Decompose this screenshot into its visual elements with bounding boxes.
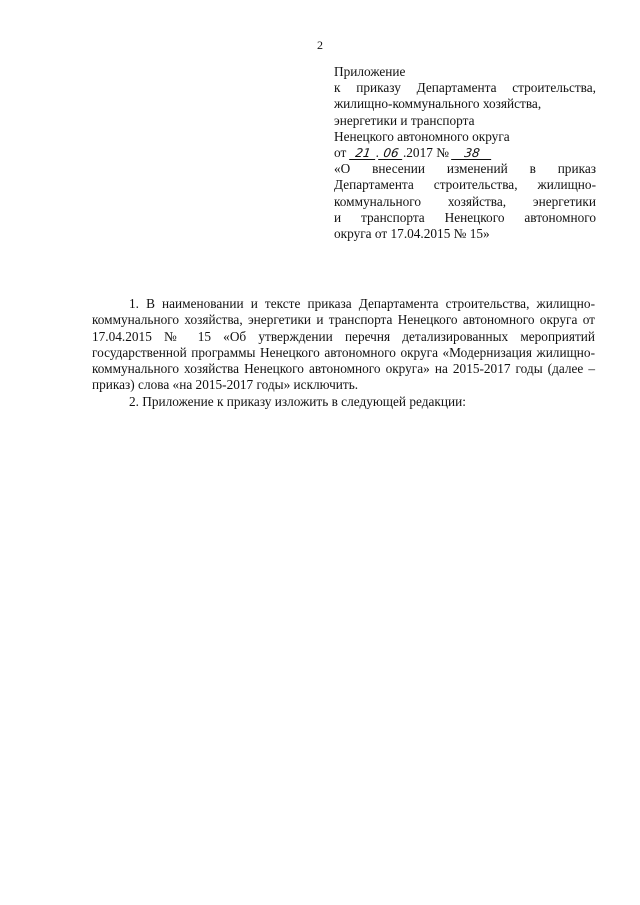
subject-line-2: Департамента строительства, жилищно- [334,177,596,193]
paragraph-1: 1. В наименовании и тексте приказа Департамента строительства, жилищно-коммунального хозяйства, энергетики и транспорта Ненецкого автономного округа от 17.04.2015 № 15 «Об утверждении перечня детализированных мероприятий государственной программы Ненецкого автономного округа «Модернизация жилищно-коммунального хозяйства Ненецкого автономного округа» на 2015-2017 годы (далее – приказ) слова «на 2015-2017 годы» исключить. [92,296,595,393]
handwritten-order-number: 38 [451,147,493,160]
appendix-block [334,64,596,242]
paragraph-2: 2. Приложение к приказу изложить в следующей редакции: [129,393,466,409]
page-number: 2 [317,38,323,52]
appendix-line-3: энергетики и транспорта [334,112,475,128]
subject-line-4: и транспорта Ненецкого автономного [334,209,596,225]
appendix-title: Приложение [334,64,406,79]
subject-line-3: коммунального хозяйства, энергетики [334,193,596,209]
date-prefix: от [334,145,347,161]
document-body [92,296,595,410]
date-separator: . [375,145,379,161]
subject-line-1: «О внесении изменений в приказ [334,161,596,177]
handwritten-date-day: 21 [349,147,377,160]
appendix-line-4: Ненецкого автономного округа [334,128,510,144]
order-date-line [334,145,596,161]
date-year: .2017 № [402,145,449,161]
handwritten-date-month: 06 [378,147,404,160]
appendix-line-2: жилищно-коммунального хозяйства, [334,96,542,112]
subject-line-5: округа от 17.04.2015 № 15» [334,226,490,242]
appendix-line-1: к приказу Департамента строительства, [334,80,596,96]
